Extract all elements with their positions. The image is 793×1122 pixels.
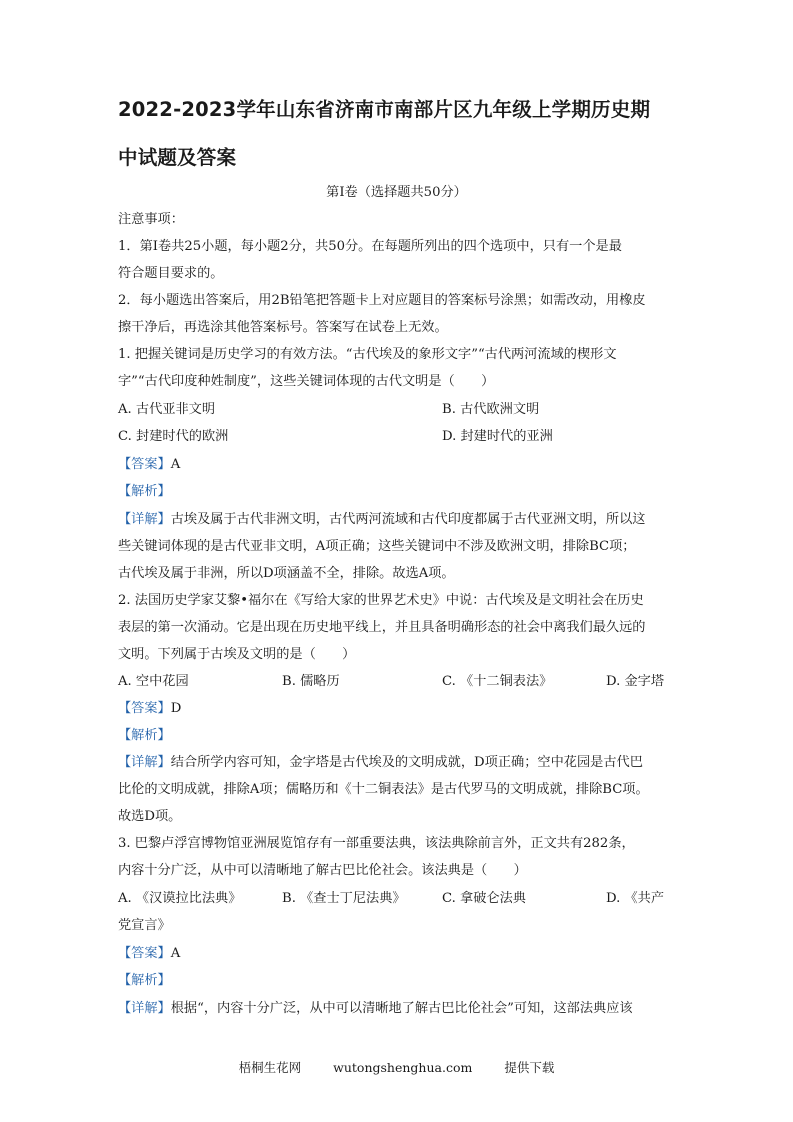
q3-detail-line-1: [118, 997, 633, 1016]
q2-detail-text-1: 结合所学内容可知，金字塔是古代埃及的文明成就，D项正确；空中花园是古代巴: [170, 755, 643, 770]
q2-answer: [118, 697, 181, 716]
footer-download-text: 提供下载: [504, 1060, 555, 1075]
q2-option-d: D. 金字塔: [606, 674, 665, 689]
q1-detail-line-2: 些关键词体现的是古代亚非文明，A项正确；这些关键词中不涉及欧洲文明，排除BC项；: [118, 539, 636, 554]
q3-option-a: A. 《汉谟拉比法典》: [118, 891, 242, 906]
document-title-line-2: 中试题及答案: [118, 146, 237, 169]
q1-answer-value: A: [170, 457, 181, 472]
q2-analysis: [118, 724, 171, 743]
note-2-line-1: 2．每小题选出答案后，用2B铅笔把答题卡上对应题目的答案标号涂黑；如需改动，用橡皮: [118, 293, 646, 308]
detail-label: 【详解】: [118, 1001, 171, 1016]
q2-option-b: B. 儒略历: [282, 674, 340, 689]
q1-stem-line-1: 1. 把握关键词是历史学习的有效方法。“古代埃及的象形文字”“古代两河流域的楔形文: [118, 347, 617, 362]
q1-option-a: A. 古代亚非文明: [118, 402, 216, 417]
q1-detail-text-1: 古埃及属于古代非洲文明，古代两河流域和古代印度都属于古代亚洲文明，所以这: [170, 512, 646, 527]
q2-detail-line-1: [118, 751, 643, 770]
q2-stem-line-2: 表层的第一次涌动。它是出现在历史地平线上，并且具备明确形态的社会中离我们最久远的: [118, 620, 646, 635]
page-footer: [0, 1058, 793, 1076]
answer-label: 【答案】: [118, 701, 171, 716]
notes-heading: 注意事项：: [118, 212, 184, 227]
q1-detail-line-3: 古代埃及属于非洲，所以D项涵盖不全，排除。故选A项。: [118, 566, 455, 581]
q1-analysis: [118, 480, 171, 499]
q3-option-d-line-2: 党宣言》: [118, 918, 171, 933]
detail-label: 【详解】: [118, 755, 171, 770]
q1-detail-line-1: [118, 508, 646, 527]
q3-stem-line-1: 3. 巴黎卢浮宫博物馆亚洲展览馆存有一部重要法典，该法典除前言外，正文共有282条，: [118, 836, 635, 851]
q2-stem-line-1: 2. 法国历史学家艾黎•福尔在《写给大家的世界艺术史》中说：古代埃及是文明社会在历史: [118, 593, 644, 608]
q3-option-d-line-1: D. 《共产: [606, 891, 665, 906]
q3-answer-value: A: [170, 946, 181, 961]
q1-stem-line-2: 字”“古代印度种姓制度”，这些关键词体现的古代文明是（ ）: [118, 374, 495, 389]
answer-label: 【答案】: [118, 457, 171, 472]
note-1-line-1: 1．第Ⅰ卷共25小题，每小题2分，共50分。在每题所列出的四个选项中，只有一个是最: [118, 239, 622, 254]
note-1-line-2: 符合题目要求的。: [118, 266, 224, 281]
q3-detail-text-1: 根据“，内容十分广泛，从中可以清晰地了解古巴比伦社会”可知，这部法典应该: [170, 1001, 633, 1016]
q2-answer-value: D: [170, 701, 182, 716]
q2-option-c: C. 《十二铜表法》: [442, 674, 553, 689]
q1-answer: [118, 453, 180, 472]
q3-option-b: B. 《查士丁尼法典》: [282, 891, 406, 906]
section-heading: 第Ⅰ卷（选择题共50分）: [326, 185, 467, 200]
analysis-label: 【解析】: [118, 728, 171, 743]
q2-option-a: A. 空中花园: [118, 674, 189, 689]
q2-detail-line-2: 比伦的文明成就，排除A项；儒略历和《十二铜表法》是古代罗马的文明成就，排除BC项。: [118, 782, 649, 797]
q1-option-c: C. 封建时代的欧洲: [118, 429, 229, 444]
analysis-label: 【解析】: [118, 973, 171, 988]
q3-option-c: C. 拿破仑法典: [442, 891, 526, 906]
q1-option-b: B. 古代欧洲文明: [442, 402, 540, 417]
q3-stem-line-2: 内容十分广泛，从中可以清晰地了解古巴比伦社会。该法典是（ ）: [118, 863, 527, 878]
q3-answer: [118, 942, 180, 961]
detail-label: 【详解】: [118, 512, 171, 527]
q2-detail-line-3: 故选D项。: [118, 809, 182, 824]
note-2-line-2: 擦干净后，再选涂其他答案标号。答案写在试卷上无效。: [118, 320, 448, 335]
document-title-line-1: 2022-2023学年山东省济南市南部片区九年级上学期历史期: [118, 98, 651, 121]
footer-site-url[interactable]: wutongshenghua.com: [333, 1060, 473, 1075]
answer-label: 【答案】: [118, 946, 171, 961]
q1-option-d: D. 封建时代的亚洲: [442, 429, 553, 444]
analysis-label: 【解析】: [118, 484, 171, 499]
footer-site-name: 梧桐生花网: [238, 1060, 302, 1075]
q2-stem-line-3: 文明。下列属于古埃及文明的是（ ）: [118, 647, 356, 662]
q3-analysis: [118, 969, 171, 988]
